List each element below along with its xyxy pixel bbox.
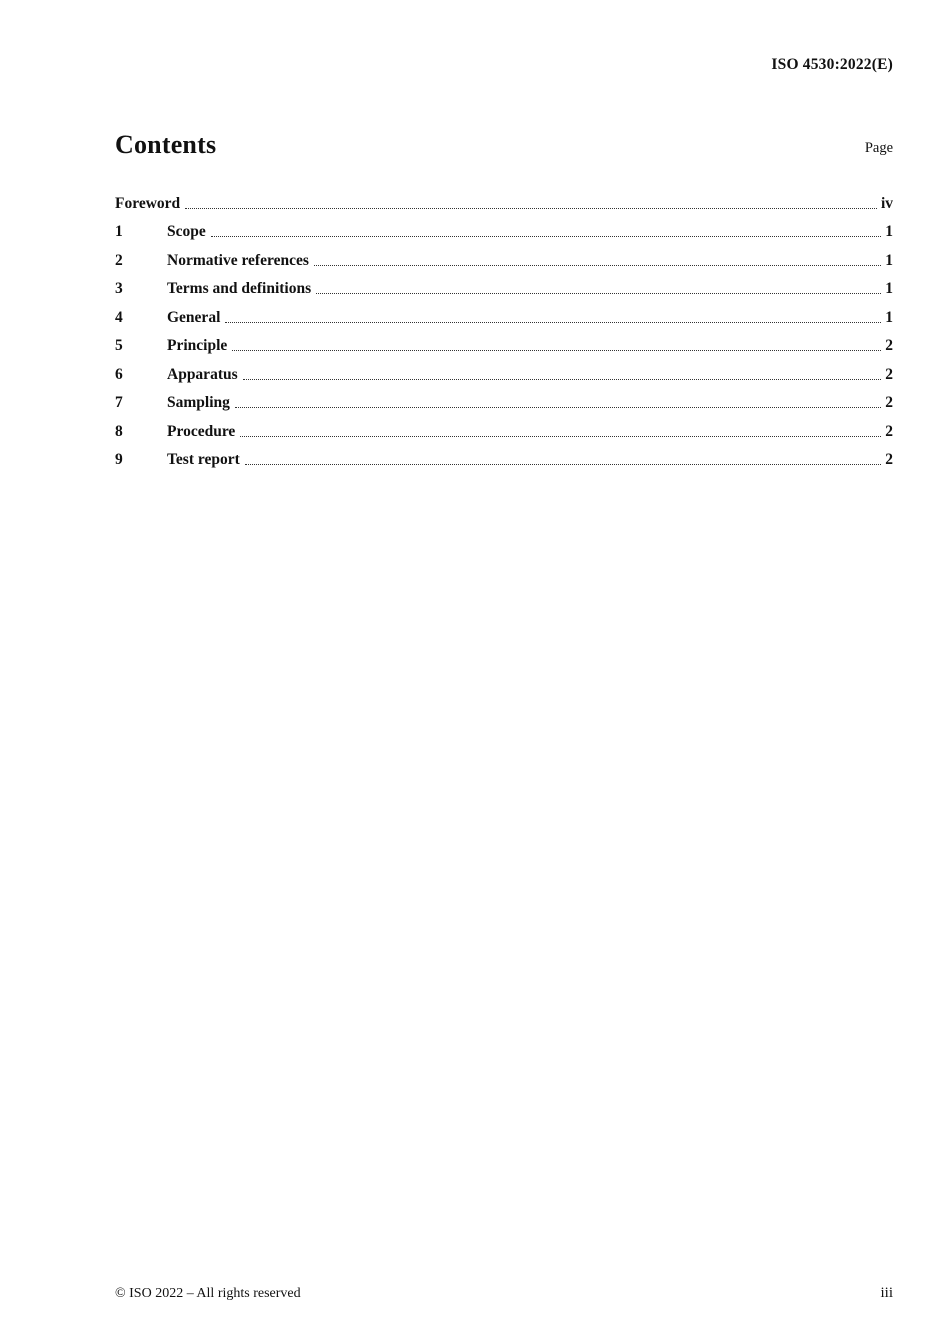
toc-entry: [115, 355, 893, 384]
page-column-label: Page: [864, 140, 893, 156]
toc-entry-label: Sampling: [167, 394, 230, 411]
toc-entry-page: 1: [885, 280, 893, 297]
copyright-notice: © ISO 2022 – All rights reserved: [115, 1286, 301, 1301]
toc-entry-label: Principle: [167, 337, 228, 354]
toc-entry-label: Normative references: [167, 251, 309, 269]
toc-entry-number: 4: [115, 308, 123, 326]
toc-entry-number: 6: [115, 365, 123, 383]
toc-entry-number: 5: [115, 337, 123, 354]
dot-leader: [235, 407, 881, 408]
contents-section: [115, 130, 893, 469]
dot-leader: [314, 265, 881, 266]
page-footer: [115, 1285, 893, 1302]
toc-entry-label: Scope: [167, 223, 206, 240]
toc-entry-label: Terms and definitions: [167, 280, 312, 297]
toc-entry: [115, 213, 893, 242]
toc-entry-number: 1: [115, 223, 123, 240]
toc-entry: [115, 184, 893, 213]
toc-entry-label: Procedure: [167, 422, 236, 440]
toc-entry-page: iv: [880, 194, 893, 212]
dot-leader: [232, 350, 881, 351]
toc-entry: [115, 241, 893, 270]
toc-entry-number: 7: [115, 394, 123, 411]
toc-entry: [115, 270, 893, 299]
toc-entry-page: 2: [885, 337, 893, 354]
toc-entry-number: 8: [115, 422, 123, 440]
toc-entry-label: Foreword: [115, 194, 181, 212]
document-code-header: ISO 4530:2022(E): [771, 56, 893, 73]
toc-entry-page: 2: [885, 451, 893, 468]
toc-entry: [115, 327, 893, 356]
toc-entry-number: 2: [115, 251, 123, 269]
toc-entry-number: 9: [115, 451, 123, 468]
table-of-contents: [115, 184, 893, 469]
dot-leader: [225, 322, 881, 323]
toc-entry: [115, 412, 893, 441]
footer-page-number: iii: [880, 1285, 893, 1301]
contents-title-row: [115, 130, 893, 160]
toc-entry-page: 1: [885, 308, 893, 326]
toc-entry-label: Test report: [167, 451, 240, 468]
toc-entry-page: 1: [885, 223, 893, 240]
dot-leader: [316, 293, 881, 294]
toc-entry: [115, 298, 893, 327]
toc-entry: [115, 384, 893, 413]
dot-leader: [245, 464, 881, 465]
dot-leader: [243, 379, 882, 380]
toc-entry-page: 2: [885, 394, 893, 411]
dot-leader: [240, 436, 881, 437]
toc-entry-page: 2: [885, 422, 893, 440]
toc-entry-number: 3: [115, 280, 123, 297]
toc-entry: [115, 441, 893, 470]
toc-entry-label: General: [167, 308, 221, 326]
contents-title: Contents: [115, 130, 217, 159]
toc-entry-page: 1: [885, 251, 893, 269]
dot-leader: [185, 208, 877, 209]
toc-entry-label: Apparatus: [167, 365, 238, 383]
toc-entry-page: 2: [885, 365, 893, 383]
dot-leader: [211, 236, 882, 237]
